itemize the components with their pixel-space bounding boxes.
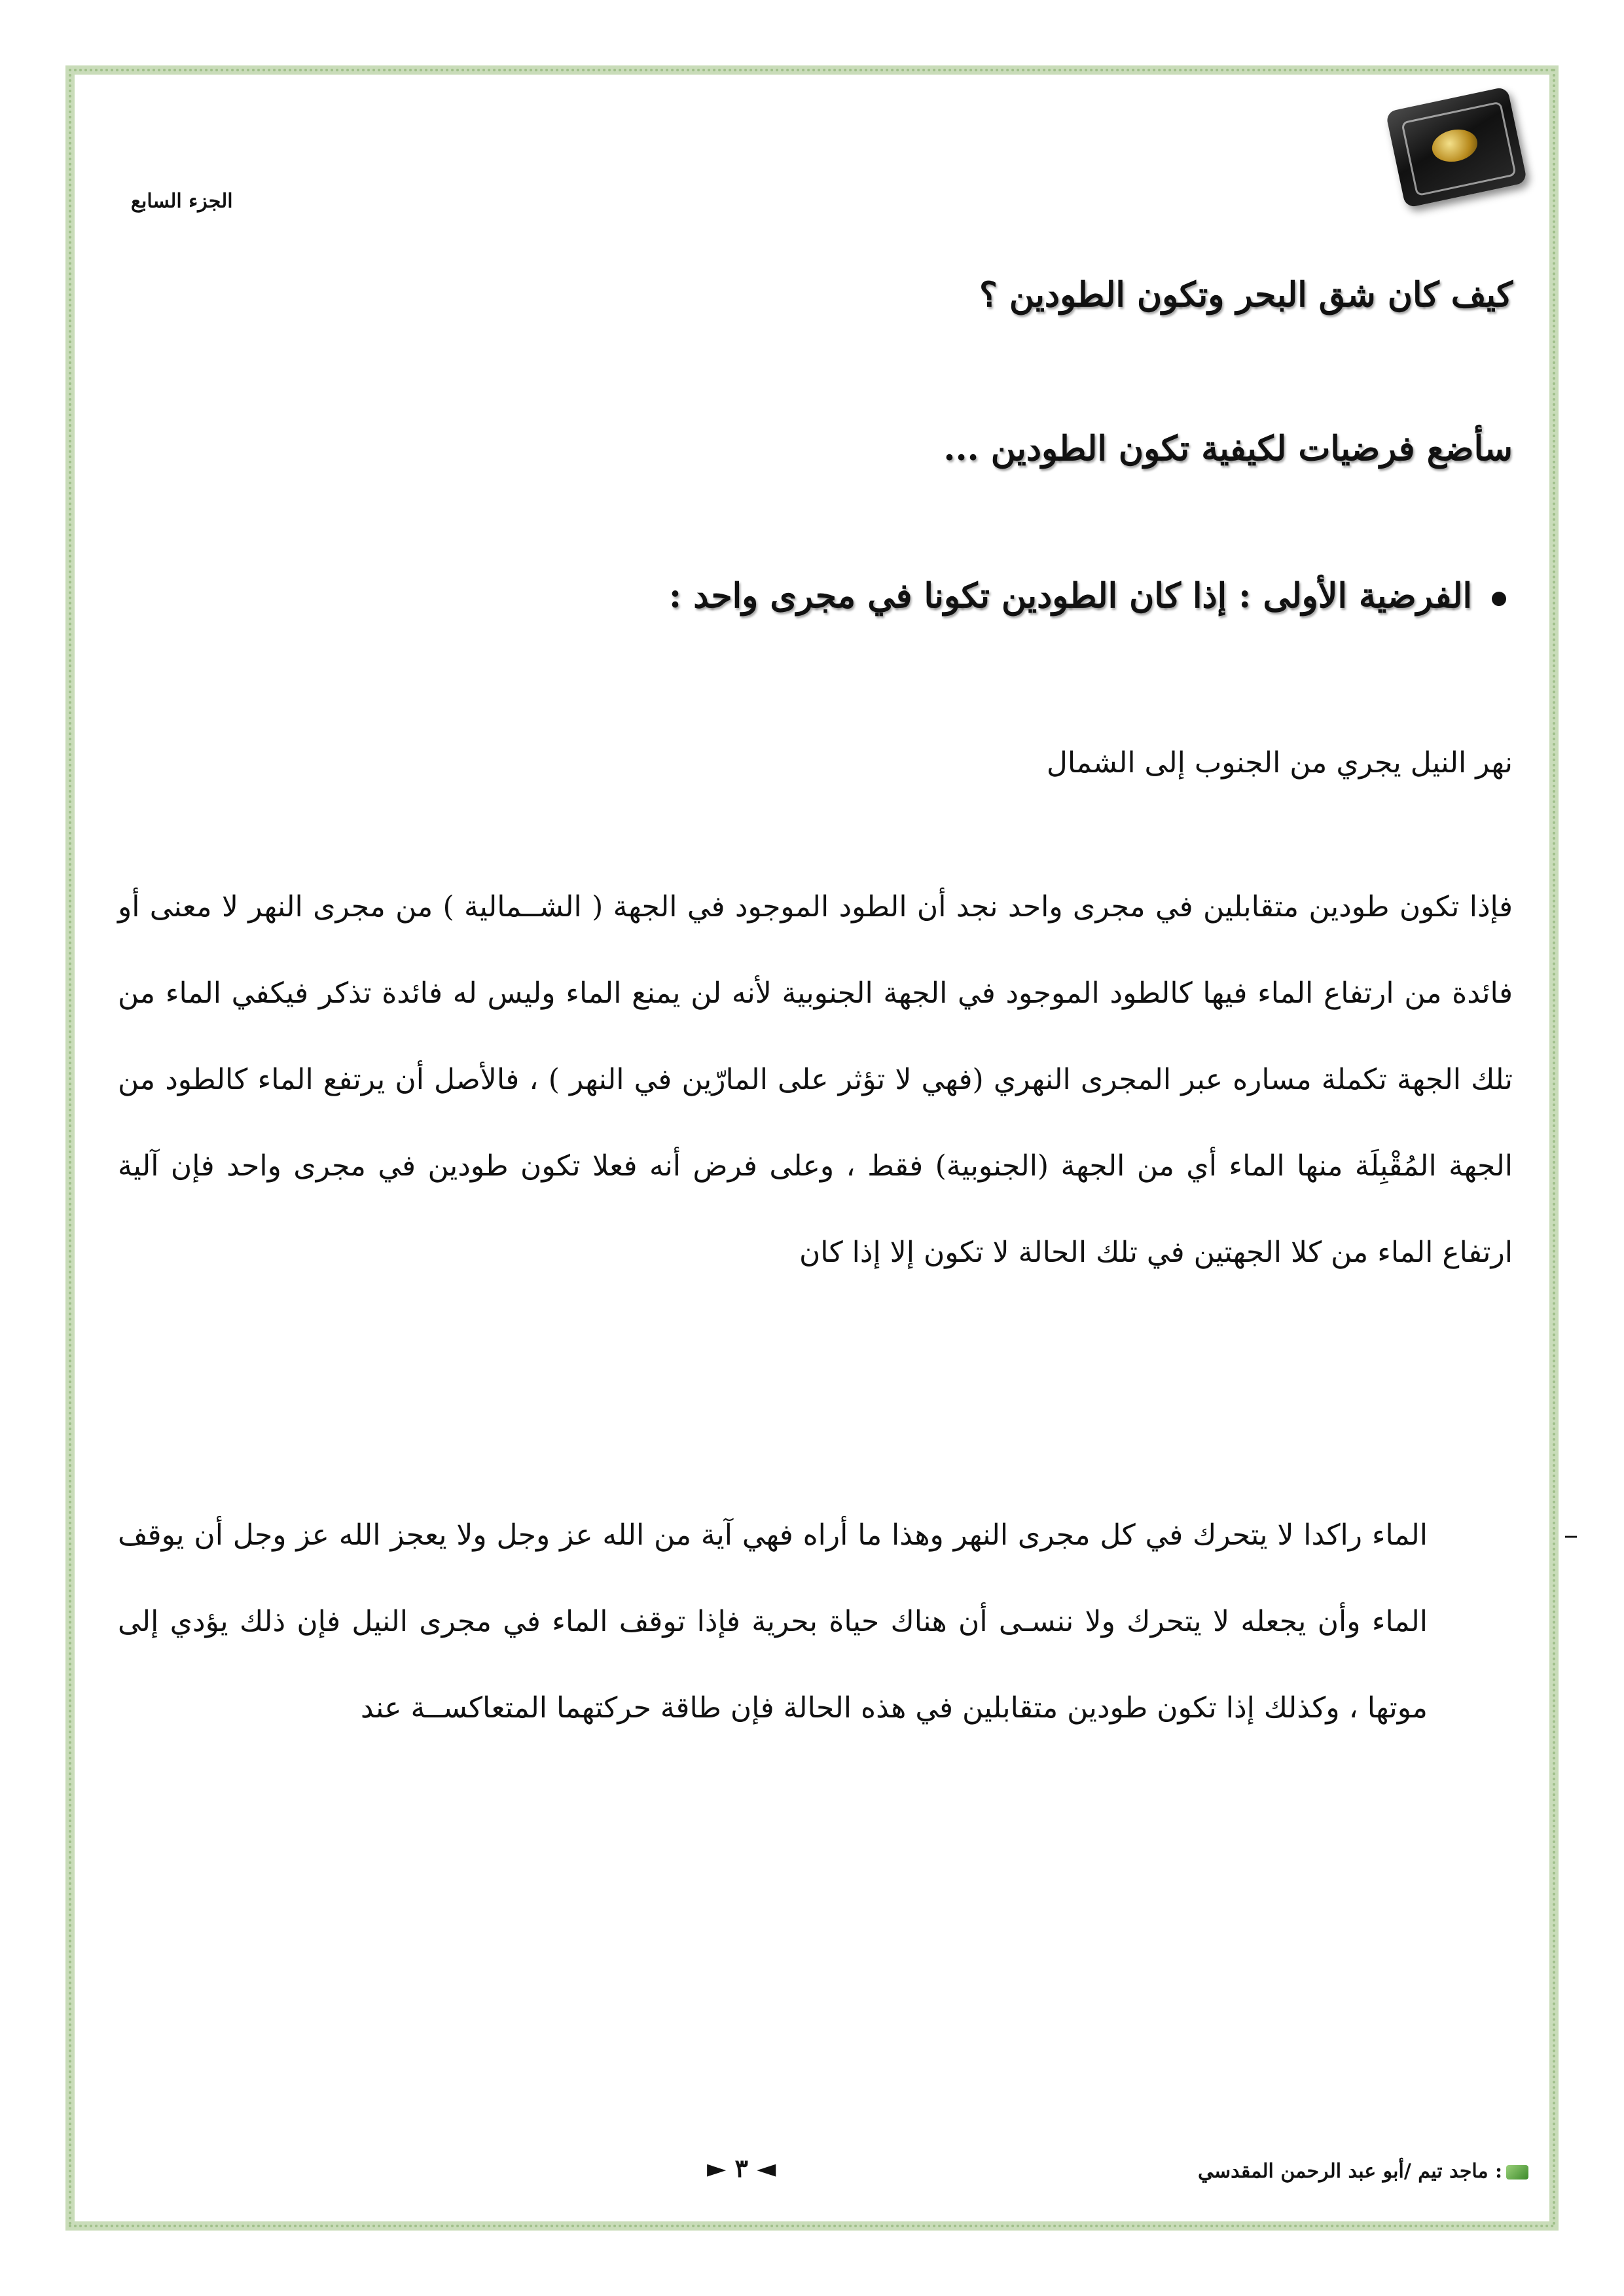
paragraph-still-water [118,1492,1578,1751]
paragraph-two-mounds: فإذا تكون طودين متقابلين في مجرى واحد نجد أن الطود الموجود في الجهة ( الشــمالية ) من مجرى النهر لا معنى أو فائدة من ارتفاع الماء فيها كالطود الموجود في الجهة الجنوبية لأنه لن يمنع الماء وليس له فائدة تذكر فيكفي الماء من تلك الجهة تكملة مساره عبر المجرى النهري (فهي لا تؤثر على المارّين في النهر ) ، فالأصل أن يرتفع الماء كالطود من الجهة المُقْبِلَة منها الماء أي من الجهة (الجنوبية) فقط ، وعلى فرض أنه فعلا تكون طودين في مجرى واحد فإن آلية ارتفاع الماء من كلا الجهتين في تلك الحالة لا تكون إلا إذا كان [118,890,1513,1269]
page-title: كيف كان شق البحر وتكون الطودين ؟ [979,275,1513,315]
hypothesis-heading [669,576,1506,616]
pen-icon [1506,2165,1528,2179]
bullet-icon [1492,592,1506,606]
hypothesis-heading-text: الفرضية الأولى : إذا كان الطودين تكونا في مجرى واحد : [668,576,1472,616]
section-subtitle: سأضع فرضيات لكيفية تكون الطودين ... [943,429,1513,469]
author-credit-text: : ماجد تيم /أبو عبد الرحمن المقدسي [1198,2160,1503,2183]
author-credit [1198,2160,1528,2183]
part-label: الجزء السابع [131,190,233,213]
page-number: ◄ ٣ ► [707,2153,776,2183]
list-dash: – [1564,1518,1578,1552]
paragraph-still-water-text: الماء راكدا لا يتحرك في كل مجرى النهر وهذا ما أراه فهي آية من الله عز وجل ولا يعجز الله عز وجل أن يوقف الماء وأن يجعله لا يتحرك ولا ننسـى أن هناك حياة بحرية فإذا توقف الماء في مجرى النيل فإن ذلك يؤدي إلى موتها ، وكذلك إذا تكون طودين متقابلين في هذه الحالة فإن طاقة حركتهما المتعاكســة عند [118,1518,1428,1725]
paragraph-nile-direction: نهر النيل يجري من الجنوب إلى الشمال [1046,746,1513,780]
